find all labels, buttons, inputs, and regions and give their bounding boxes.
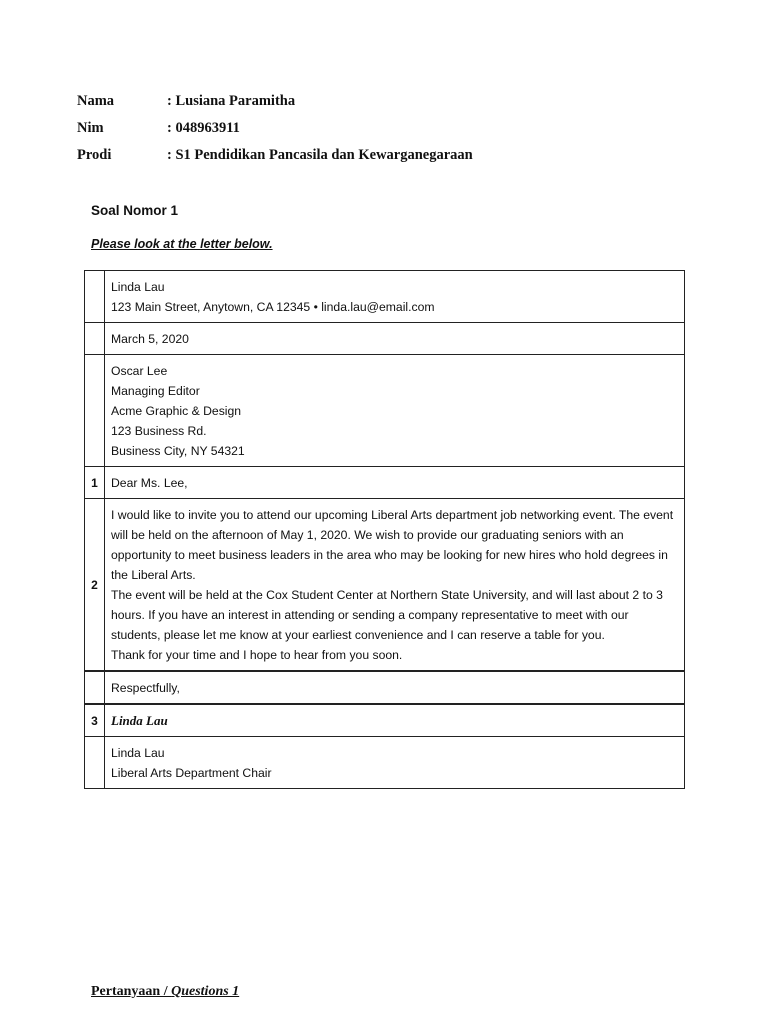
recipient-line: Acme Graphic & Design	[111, 404, 242, 418]
question-prefix: Pertanyaan /	[91, 984, 172, 999]
signer-block	[105, 737, 685, 789]
question-heading	[91, 984, 239, 1000]
recipient-line: Business City, NY 54321	[111, 444, 245, 458]
sender-address: 123 Main Street, Anytown, CA 12345 • linda.lau@email.com	[111, 300, 435, 314]
signature-row	[85, 704, 685, 737]
date-row	[85, 323, 685, 355]
body-paragraph: Thank for your time and I hope to hear from you soon.	[111, 648, 403, 662]
section-title: Soal Nomor 1	[91, 203, 179, 218]
recipient-line: Managing Editor	[111, 384, 200, 398]
row-number: 3	[85, 704, 105, 737]
recipient-block	[105, 355, 685, 467]
sender-block	[105, 271, 685, 323]
date-block	[105, 323, 685, 355]
closing-block	[105, 671, 685, 704]
question-label: Questions 1	[171, 984, 240, 999]
salutation	[105, 467, 685, 499]
letter-date: March 5, 2020	[111, 332, 189, 346]
body-paragraph: I would like to invite you to attend our upcoming Liberal Arts department job networking event. The event will be held on the afternoon of May 1, 2020. We wish to provide our graduating seniors with an opportunity to meet business leaders in the area who may be looking for new hires who hold degrees in the Liberal Arts.	[111, 508, 674, 582]
body-row	[85, 499, 685, 672]
closing: Respectfully,	[111, 681, 180, 695]
row-number-empty	[85, 323, 105, 355]
sender-row	[85, 271, 685, 323]
row-number-empty	[85, 355, 105, 467]
signer-row	[85, 737, 685, 789]
salutation-row	[85, 467, 685, 499]
instruction: Please look at the letter below.	[91, 237, 273, 251]
salutation-text: Dear Ms. Lee,	[111, 476, 188, 490]
name-label: Nama	[77, 93, 115, 109]
letter-table	[84, 270, 685, 789]
nim-value: : 048963911	[167, 120, 240, 136]
recipient-line: Oscar Lee	[111, 364, 168, 378]
prodi-value: : S1 Pendidikan Pancasila dan Kewarganegaraan	[167, 147, 473, 163]
row-number-empty	[85, 671, 105, 704]
row-number-empty	[85, 737, 105, 789]
row-number: 2	[85, 499, 105, 672]
row-number-empty	[85, 271, 105, 323]
signer-name: Linda Lau	[111, 746, 165, 760]
recipient-line: 123 Business Rd.	[111, 424, 207, 438]
closing-row	[85, 671, 685, 704]
signer-title: Liberal Arts Department Chair	[111, 766, 272, 780]
sender-name: Linda Lau	[111, 280, 165, 294]
nim-label: Nim	[77, 120, 104, 136]
recipient-row	[85, 355, 685, 467]
body-paragraph: The event will be held at the Cox Student Center at Northern State University, and will last about 2 to 3 hours. If you have an interest in attending or sending a company representative to meet with our students, please let me know at your earliest convenience and I can reserve a table for you.	[111, 588, 663, 642]
row-number: 1	[85, 467, 105, 499]
name-value: : Lusiana Paramitha	[167, 93, 296, 109]
letter-body	[105, 499, 685, 672]
signature-block	[105, 704, 685, 737]
signature: Linda Lau	[111, 713, 168, 728]
prodi-label: Prodi	[77, 147, 112, 163]
